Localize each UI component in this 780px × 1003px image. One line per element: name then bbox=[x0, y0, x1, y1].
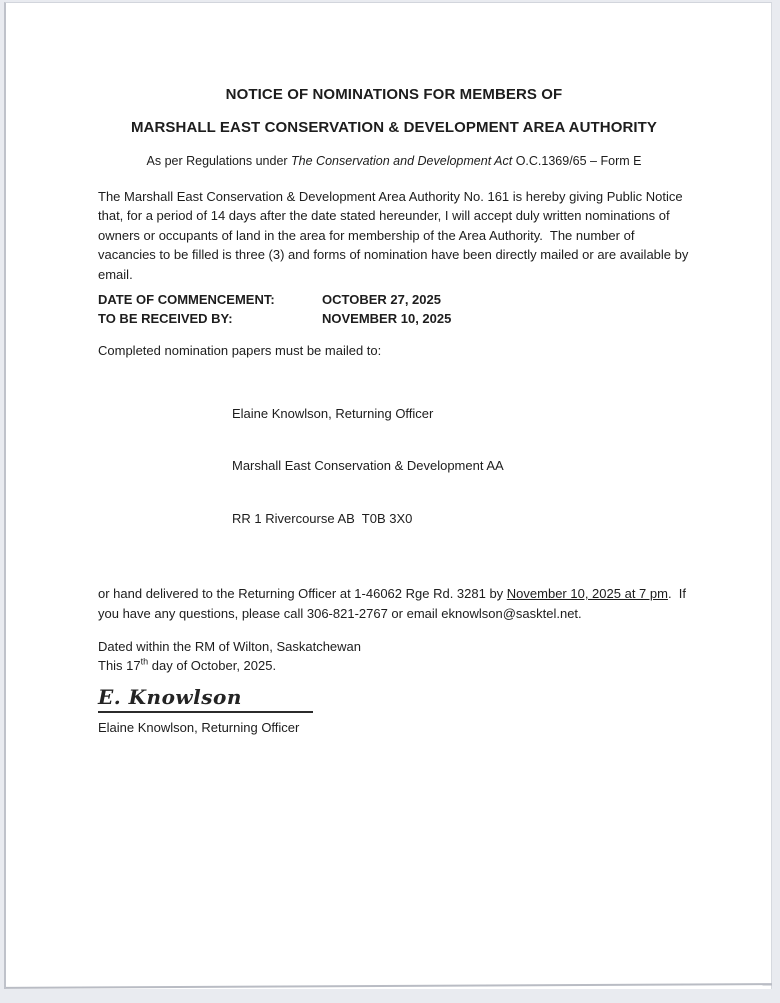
dated-date-prefix: This 17 bbox=[98, 657, 141, 673]
dated-date-suffix: day of October, 2025. bbox=[148, 657, 277, 673]
mailing-intro: Completed nomination papers must be mailed to: bbox=[98, 343, 382, 358]
received-by-date-label: TO BE RECEIVED BY: bbox=[98, 311, 233, 326]
address-line-organization: Marshall East Conservation & Development AA bbox=[232, 458, 504, 473]
dated-date-ordinal: th bbox=[140, 656, 149, 667]
received-by-date-value: NOVEMBER 10, 2025 bbox=[322, 311, 452, 326]
signature-block bbox=[98, 685, 690, 737]
handwritten-signature: E. Knowlson bbox=[98, 685, 242, 709]
intro-paragraph: The Marshall East Conservation & Development Area Authority No. 161 is hereby giving Public Notice that, for a period of 14 days after the date stated hereunder, I will accept duly written nominations of owners or occupants of land in the area for membership of the Area Authority. The number of vacancies to be filled is three (3) and forms of nomination have been directly mailed or are available by email. bbox=[98, 188, 692, 282]
regulation-line bbox=[98, 152, 690, 172]
deadline-underlined: November 10, 2025 at 7 pm bbox=[506, 586, 668, 601]
page-bottom-edge bbox=[6, 983, 772, 989]
regulation-prefix: As per Regulations under bbox=[146, 154, 292, 168]
address-line-name: Elaine Knowlson, Returning Officer bbox=[232, 405, 434, 421]
act-title: The Conservation and Development Act bbox=[291, 154, 513, 168]
mailing-address bbox=[232, 370, 690, 563]
key-dates bbox=[98, 290, 690, 328]
regulation-suffix: O.C.1369/65 – Form E bbox=[512, 154, 642, 168]
signature-printed-name: Elaine Knowlson, Returning Officer bbox=[98, 719, 300, 735]
commencement-date-label: DATE OF COMMENCEMENT: bbox=[98, 292, 275, 307]
notice-title-line2: MARSHALL EAST CONSERVATION & DEVELOPMENT AREA AUTHORITY bbox=[130, 119, 658, 136]
address-line-postal: RR 1 Rivercourse AB T0B 3X0 bbox=[232, 510, 413, 526]
commencement-date-row bbox=[98, 290, 690, 309]
hand-delivery-suffix: . If you have any questions, please call 306-821-2767 or email eknowlson@sasktel.net. bbox=[98, 586, 690, 621]
notice-content bbox=[98, 86, 690, 737]
dated-location-line: Dated within the RM of Wilton, Saskatchewan bbox=[98, 639, 362, 654]
dated-date-line bbox=[98, 657, 690, 676]
signature-line bbox=[98, 685, 313, 713]
hand-delivery-prefix: or hand delivered to the Returning Officer at 1-46062 Rge Rd. 3281 by bbox=[98, 586, 507, 601]
dated-block bbox=[98, 638, 690, 675]
scanned-document-page bbox=[4, 2, 772, 989]
hand-delivery-paragraph bbox=[98, 584, 690, 623]
notice-title-line1: NOTICE OF NOMINATIONS FOR MEMBERS OF bbox=[225, 86, 563, 103]
commencement-date-value: OCTOBER 27, 2025 bbox=[322, 292, 441, 307]
received-by-date-row bbox=[98, 309, 690, 328]
